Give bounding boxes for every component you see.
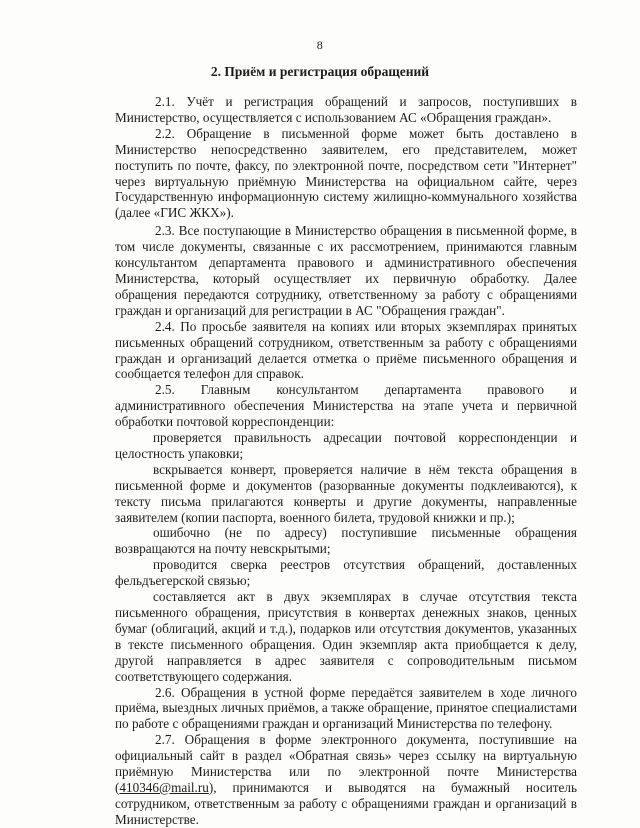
email-link[interactable]: 410346@mail.ru — [119, 779, 209, 795]
paragraph-2-5: 2.5. Главным консультантом департамента правового и административного обеспечения Министерства на этапе учета и первичной обработки почтовой корреспонденции: — [115, 382, 577, 430]
section-title: 2. Приём и регистрация обращений — [210, 64, 430, 79]
list-item: проверяется правильность адресации почтовой корреспонденции и целостность упаковки; — [115, 430, 577, 461]
paragraph-2-6: 2.6. Обращения в устной форме передаётся заявителем в ходе личного приёма, выездных личных приёмов, а также обращение, принятое специалистами по работе с обращениями граждан и организаций Министерства по телефону. — [115, 684, 577, 732]
paragraph-2-7-text-before: 2.7. Обращения в форме электронного документа, поступившие на официальный сайт в раздел «Обратная связь» через ссылку на виртуальную приёмную Министерства или по электронной почте Министерства ( — [115, 732, 577, 795]
paragraph-2-7-text-after: ), принимаются и выводятся на бумажный носитель сотрудником, ответственным за работу с обращениями граждан и организаций в Министерстве. — [115, 779, 577, 827]
paragraph-2-4: 2.4. По просьбе заявителя на копиях или вторых экземплярах принятых письменных обращений сотрудником, ответственным за работу с обращениями граждан и организаций делается отметка о приёме письменного обращения и сообщается телефон для справок. — [115, 318, 577, 382]
paragraph-2-2: 2.2. Обращение в письменной форме может быть доставлено в Министерство непосредственно заявителем, его представителем, может поступить по почте, факсу, по электронной почте, посредством сети "Интернет" через виртуальную приёмную Министерства на официальном сайте, через Государственную информационную систему жилищно-коммунального хозяйства (далее «ГИС ЖКХ»). — [115, 125, 577, 221]
list-item: вскрывается конверт, проверяется наличие в нём текста обращения в письменной форме и документов (разорванные документы подклеиваются), к тексту письма прилагаются конверты и другие документы, направленные заявителем (копии паспорта, военного билета, трудовой книжки и пр.); — [115, 461, 577, 525]
list-item: проводится сверка реестров отсутствия обращений, доставленных фельдъегерской связью; — [115, 557, 577, 589]
list-item: составляется акт в двух экземплярах в случае отсутствия текста письменного обращения, присутствия в конвертах денежных знаков, ценных бумаг (облигаций, акций и т.д.), подарков или отсутствия документов, указанных в тексте письменного обращения. Один экземпляр акта приобщается к делу, другой направляется в адрес заявителя с сопроводительным письмом соответствующего содержания. — [115, 589, 577, 684]
paragraph-2-7 — [115, 732, 577, 827]
list-item: ошибочно (не по адресу) поступившие письменные обращения возвращаются на почту невскрытыми; — [115, 525, 577, 557]
paragraph-2-1: 2.1. Учёт и регистрация обращений и запросов, поступивших в Министерство, осуществляется с использованием АС «Обращения граждан». — [115, 94, 577, 125]
paragraph-2-3: 2.3. Все поступающие в Министерство обращения в письменной форме, в том числе документы, связанные с их рассмотрением, принимаются главным консультантом департамента правового и административного обеспечения Министерства, который осуществляет их первичную обработку. Далее обращения передаются сотруднику, ответственному за работу с обращениями граждан и организаций для регистрации в АС "Обращения граждан". — [115, 223, 577, 318]
document-body — [115, 94, 577, 828]
page-number: 8 — [316, 38, 324, 52]
